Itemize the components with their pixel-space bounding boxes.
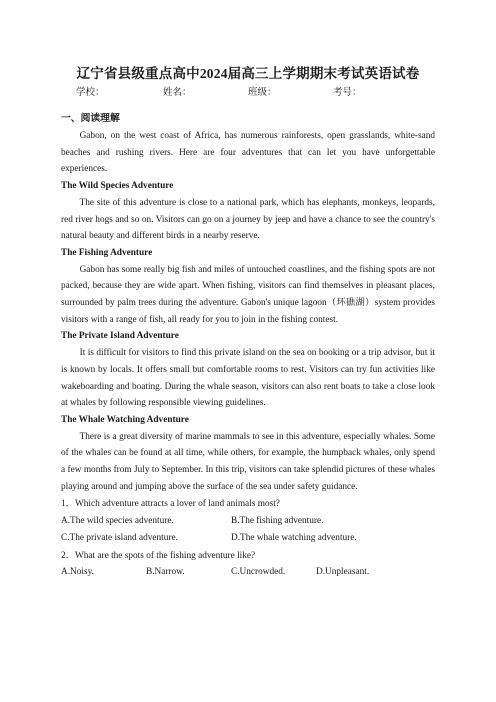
exam-number-label: 考号： [333,88,362,98]
adventure-paragraph: The site of this adventure is close to a national park, which has elephants, monkeys, leopards, red river hogs and so on. Visitors can go on a journey by jeep and have a chance to see the country's natural beauty and different birds in a nearby reserve. [61,197,435,242]
adventure-paragraph: There is a great diversity of marine mammals to see in this adventure, especially whales. Some of the whales can be found at all time, while others, for example, the humpback whales, only spend a few months from July to September. In this trip, visitors can take splendid pictures of these whales playing around and jumping above the surface of the sea under safety guidance. [61,431,435,492]
option-c: C.The private island adventure. [61,532,178,543]
document-title: 辽宁省县级重点高中2024届高三上学期期末考试英语试卷 [76,66,420,81]
question-stem: 1．Which adventure attracts a lover of land animals most? [61,499,280,510]
class-label: 班级： [248,88,277,98]
option-a: A.The wild species adventure. [61,516,174,527]
option-b: B.The fishing adventure. [231,516,324,527]
name-label: 姓名： [163,88,192,98]
school-label: 学校： [76,88,105,98]
question-stem: 2．What are the spots of the fishing adventure like? [61,550,256,561]
adventure-paragraph: It is difficult for visitors to find this private island on the sea on booking or a trip advisor, but it is known by locals. It offers small but comfortable rooms to rest. Visitors can try fun activities like wakeboarding and boating. During the whale season, visitors can also rent boats to take a close look at whales by following responsible viewing guidelines. [61,348,435,409]
option-b: B.Narrow. [146,567,185,578]
option-a: A.Noisy. [61,567,94,578]
answer-options [61,513,435,530]
adventure-heading: The Wild Species Adventure [61,181,174,192]
answer-options [61,530,435,547]
option-c: C.Uncrowded. [231,567,286,578]
adventure-heading: The Fishing Adventure [61,247,153,258]
answer-options [61,564,435,581]
section-heading: 一、阅读理解 [61,113,120,124]
option-d: D.The whale watching adventure. [231,532,357,543]
option-d: D.Unpleasant. [316,567,370,578]
intro-paragraph: Gabon, on the west coast of Africa, has numerous rainforests, open grasslands, white-sand beaches and rushing rivers. Here are four adventures that can let you have unforgettable experiences. [61,131,435,175]
adventure-heading: The Private Island Adventure [61,331,179,342]
adventure-heading: The Whale Watching Adventure [61,414,189,425]
reading-section [61,112,435,581]
adventure-paragraph: Gabon has some really big fish and miles of untouched coastlines, and the fishing spots are not packed, because they are wide apart. When fishing, visitors can find themselves in pleasant places, surrounded by palm trees during the adventure. Gabon's unique lagoon（环礁湖）system provides visitors with a range of fish, all ready for you to join in the fishing contest. [61,264,435,325]
